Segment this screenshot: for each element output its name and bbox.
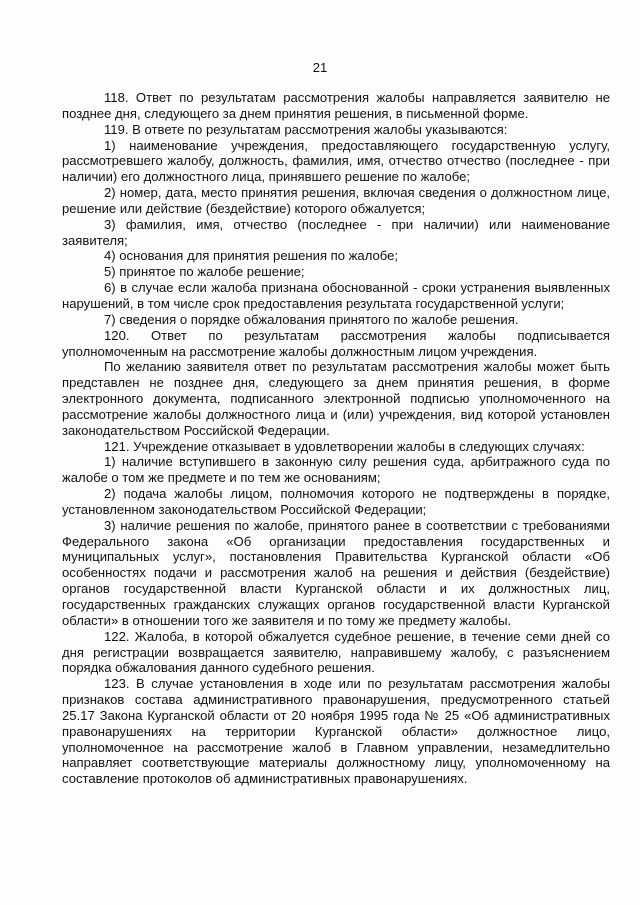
paragraph-119: 119. В ответе по результатам рассмотрения жалобы указываются:: [104, 121, 508, 137]
paragraph-118: 118. Ответ по результатам рассмотрения жалобы направляется заявителю не позднее дня, следующего за днем принятия решения, в письменной форме.: [62, 90, 610, 121]
paragraph-120-electronic: По желанию заявителя ответ по результатам рассмотрения жалобы может быть представлен не позднее дня, следующего за днем принятия решения, в форме электронного документа, подписанного электронной подписью уполномоченного на рассмотрение жалобы должностного лица и (или) учреждения, вид которой установлен законодательством Российской Федерации.: [62, 359, 610, 438]
page-number: 21: [312, 60, 328, 75]
list-item-119-3: 3) фамилия, имя, отчество (последнее - при наличии) или наименование заявителя;: [62, 216, 610, 248]
list-item-121-1: 1) наличие вступившего в законную силу решения суда, арбитражного суда по жалобе о том же предмете и по тем же основаниям;: [62, 454, 610, 486]
list-item-119-1: 1) наименование учреждения, предоставляющего государственную услугу, рассмотревшего жалобу, должность, фамилия, имя, отчество отчество (последнее - при наличии) его должностного лица, принявшего решение по жалобе;: [62, 137, 610, 185]
list-item-119-5: 5) принятое по жалобе решение;: [104, 264, 305, 280]
list-item-121-3: 3) наличие решения по жалобе, принятого ранее в соответствии с требованиями Федерального закона «Об организации предоставления государственных и муниципальных услуг», постановления Правительства Курганской области «Об особенностях подачи и рассмотрения жалоб на решения и действия (бездействие) органов государственной власти Курганской области и их должностных лиц, государственных гражданских служащих органов государственной власти Курганской области» в отношении того же заявителя и по тому же предмету жалобы.: [62, 517, 610, 628]
paragraph-120: 120. Ответ по результатам рассмотрения жалобы подписывается уполномоченным на рассмотрение жалобы должностным лицом учреждения.: [62, 327, 610, 359]
list-item-119-6: 6) в случае если жалоба признана обоснованной - сроки устранения выявленных нарушений, в том числе срок предоставления результата государственной услуги;: [62, 280, 610, 311]
paragraph-123: 123. В случае установления в ходе или по результатам рассмотрения жалобы признаков состава административного правонарушения, предусмотренного статьей 25.17 Закона Курганской области от 20 ноября 1995 года № 25 «Об административных правонарушениях на территории Курганской области» должностное лицо, уполномоченное на рассмотрение жалоб в Главном управлении, незамедлительно направляет соответствующие материалы должностному лицу, уполномоченному на составление протоколов об административных правонарушениях.: [62, 676, 610, 787]
document-body: [62, 90, 610, 787]
list-item-119-7: 7) сведения о порядке обжалования принятого по жалобе решения.: [104, 311, 519, 327]
list-item-119-4: 4) основания для принятия решения по жалобе;: [104, 248, 399, 264]
list-item-121-2: 2) подача жалобы лицом, полномочия которого не подтверждены в порядке, установленном законодательством Российской Федерации;: [62, 486, 610, 517]
list-item-119-2: 2) номер, дата, место принятия решения, включая сведения о должностном лице, решение или действие (бездействие) которого обжалуется;: [62, 185, 610, 216]
paragraph-122: 122. Жалоба, в которой обжалуется судебное решение, в течение семи дней со дня регистрации возвращается заявителю, направившему жалобу, с разъяснением порядка обжалования данного судебного решения.: [62, 628, 610, 676]
paragraph-121: 121. Учреждение отказывает в удовлетворении жалобы в следующих случаях:: [104, 438, 585, 454]
